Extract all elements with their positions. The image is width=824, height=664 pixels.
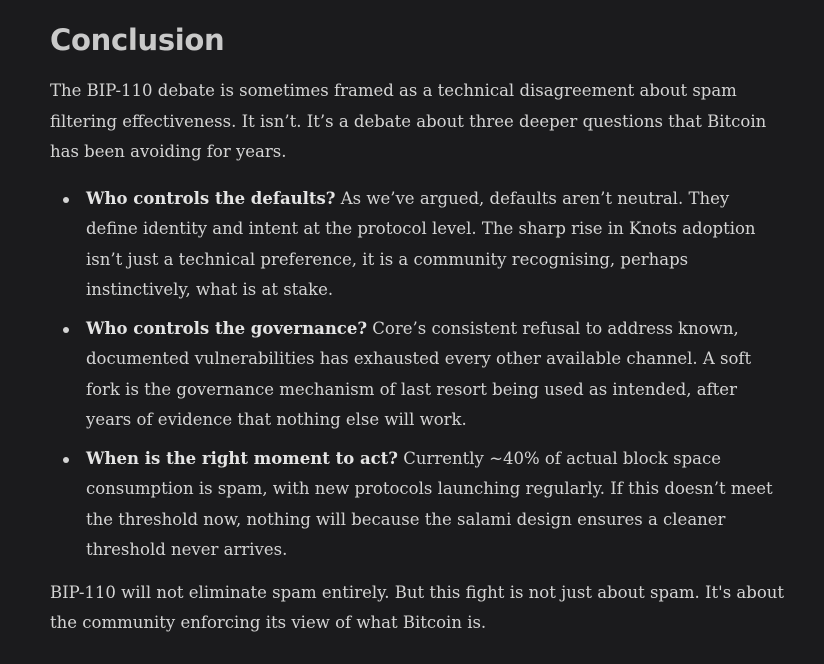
bullet-lead: Who controls the defaults? (86, 188, 336, 208)
questions-list (50, 184, 785, 566)
section-heading: Conclusion (50, 23, 225, 57)
bullet-text: Currently ~40% of actual block space consumption is spam, with new protocols launching regularly. If this doesn’t meet the threshold now, nothing will because the salami design ensures a cleaner threshold never arrives. (86, 448, 773, 559)
closing-paragraph: BIP-110 will not eliminate spam entirely. But this fight is not just about spam. It's about the community enforcing its view of what Bitcoin is. (50, 582, 785, 632)
intro-paragraph: The BIP-110 debate is sometimes framed as a technical disagreement about spam filtering effectiveness. It isn’t. It’s a debate about three deeper questions that Bitcoin has been avoiding for years. (50, 81, 767, 161)
bullet-lead: Who controls the governance? (86, 318, 368, 338)
bullet-text: As we’ve argued, defaults aren’t neutral. They define identity and intent at the protocol level. The sharp rise in Knots adoption isn’t just a technical preference, it is a community recognising, perhaps instinctively, what is at stake. (86, 188, 756, 299)
bullet-text: Core’s consistent refusal to address known, documented vulnerabilities has exhausted every other available channel. A soft fork is the governance mechanism of last resort being used as intended, after years of evidence that nothing else will work. (86, 318, 752, 429)
list-item-timing (86, 444, 785, 566)
article-body (50, 18, 785, 639)
bullet-lead: When is the right moment to act? (86, 448, 398, 468)
list-item-defaults (86, 184, 785, 306)
list-item-governance (86, 314, 785, 436)
